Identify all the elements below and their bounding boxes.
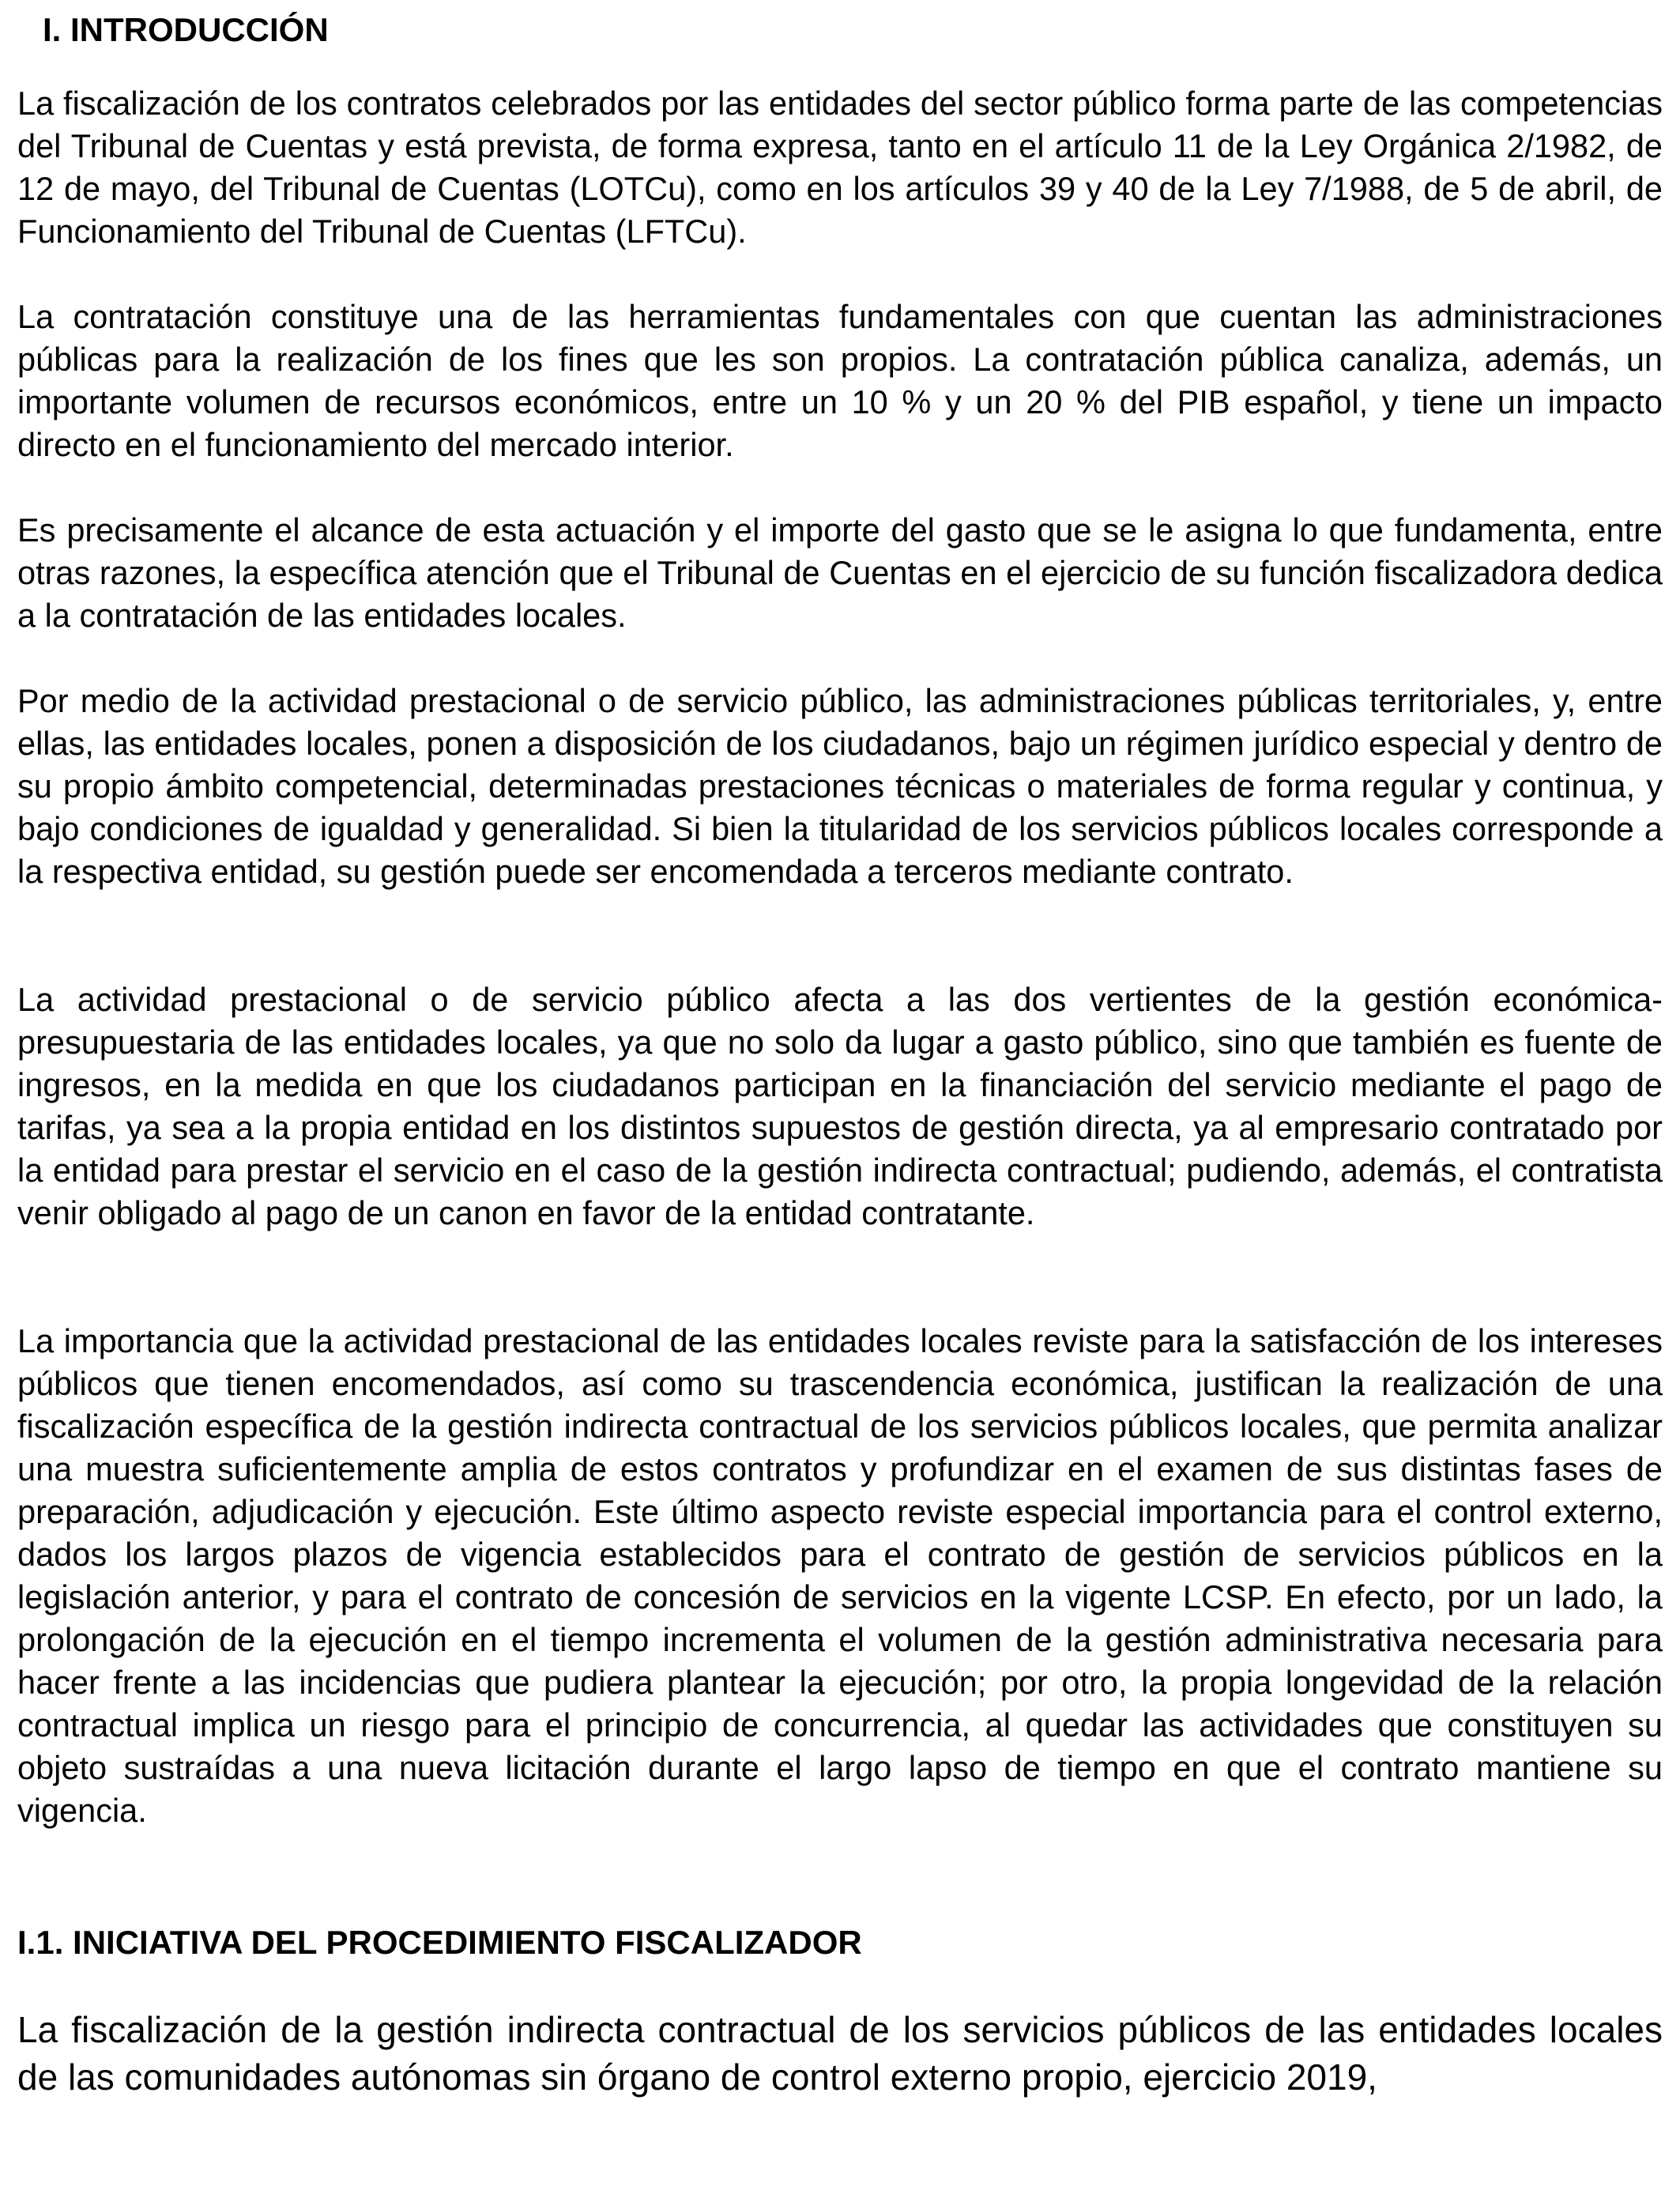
- paragraph-4: Por medio de la actividad prestacional o de servicio público, las administraciones públicas territoriales, y, entre ellas, las entidades locales, ponen a disposición de los ciudadanos, bajo un régimen jurídico especial y dentro de su propio ámbito competencial, determinadas prestaciones técnicas o materiales de forma regular y continua, y bajo condiciones de igualdad y generalidad. Si bien la titularidad de los servicios públicos locales corresponde a la respectiva entidad, su gestión puede ser encomendada a terceros mediante contrato.: [17, 682, 1663, 890]
- paragraph-6: La importancia que la actividad prestacional de las entidades locales reviste para la satisfacción de los intereses públicos que tienen encomendados, así como su trascendencia económica, justifican la realización de una fiscalización específica de la gestión indirecta contractual de los servicios públicos locales, que permita analizar una muestra suficientemente amplia de estos contratos y profundizar en el examen de sus distintas fases de preparación, adjudicación y ejecución. Este último aspecto reviste especial importancia para el control externo, dados los largos plazos de vigencia establecidos para el contrato de gestión de servicios públicos en la legislación anterior, y para el contrato de concesión de servicios en la vigente LCSP. En efecto, por un lado, la prolongación de la ejecución en el tiempo incrementa el volumen de la gestión administrativa necesaria para hacer frente a las incidencias que pudiera plantear la ejecución; por otro, la propia longevidad de la relación contractual implica un riesgo para el principio de concurrencia, al quedar las actividades que constituyen su objeto sustraídas a una nueva licitación durante el largo lapso de tiempo en que el contrato mantiene su vigencia.: [17, 1322, 1663, 1829]
- section-heading: I. INTRODUCCIÓN: [43, 11, 329, 48]
- paragraph-1: La fiscalización de los contratos celebrados por las entidades del sector público forma parte de las competencias del Tribunal de Cuentas y está prevista, de forma expresa, tanto en el artículo 11 de la Ley Orgánica 2/1982, de 12 de mayo, del Tribunal de Cuentas (LOTCu), como en los artículos 39 y 40 de la Ley 7/1988, de 5 de abril, de Funcionamiento del Tribunal de Cuentas (LFTCu).: [17, 85, 1663, 250]
- paragraph-3: Es precisamente el alcance de esta actuación y el importe del gasto que se le asigna lo que fundamenta, entre otras razones, la específica atención que el Tribunal de Cuentas en el ejercicio de su función fiscalizadora dedica a la contratación de las entidades locales.: [17, 511, 1663, 634]
- paragraph-5: La actividad prestacional o de servicio público afecta a las dos vertientes de la gestión económica-presupuestaria de las entidades locales, ya que no solo da lugar a gasto público, sino que también es fuente de ingresos, en la medida en que los ciudadanos participan en la financiación del servicio mediante el pago de tarifas, ya sea a la propia entidad en los distintos supuestos de gestión directa, ya al empresario contratado por la entidad para prestar el servicio en el caso de la gestión indirecta contractual; pudiendo, además, el contratista venir obligado al pago de un canon en favor de la entidad contratante.: [17, 981, 1663, 1231]
- paragraph-7: La fiscalización de la gestión indirecta contractual de los servicios públicos de las entidades locales de las comunidades autónomas sin órgano de control externo propio, ejercicio 2019,: [17, 2009, 1663, 2098]
- paragraph-2: La contratación constituye una de las herramientas fundamentales con que cuentan las administraciones públicas para la realización de los fines que les son propios. La contratación pública canaliza, además, un importante volumen de recursos económicos, entre un 10 % y un 20 % del PIB español, y tiene un impacto directo en el funcionamiento del mercado interior.: [17, 298, 1663, 463]
- subsection-heading: I.1. INICIATIVA DEL PROCEDIMIENTO FISCALIZADOR: [17, 1924, 862, 1961]
